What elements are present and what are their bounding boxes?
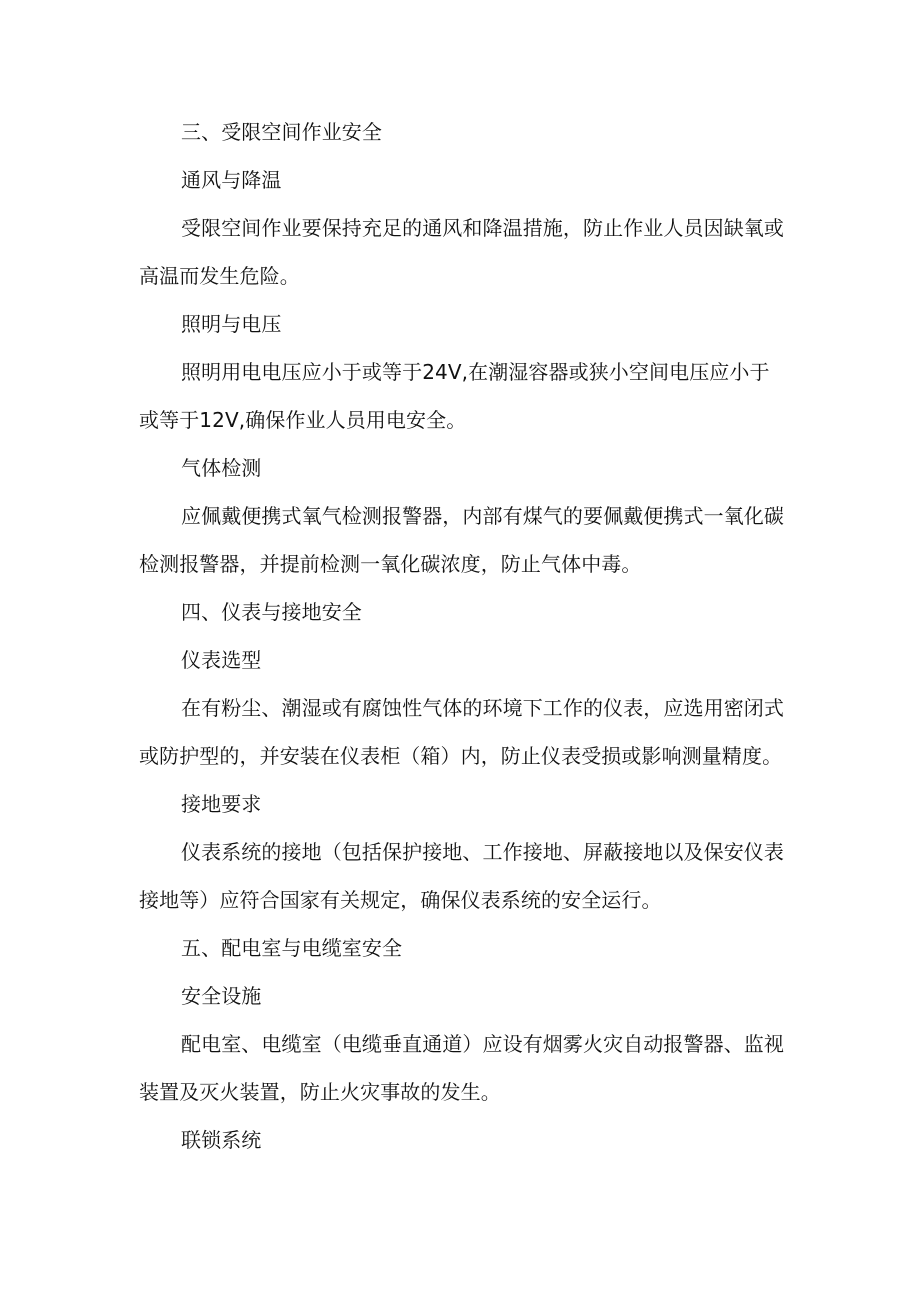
subsection-heading bbox=[139, 636, 819, 684]
text-line: 高温而发生危险。 bbox=[139, 264, 300, 288]
text-line: 五、配电室与电缆室安全 bbox=[181, 936, 403, 960]
paragraph bbox=[139, 204, 819, 300]
text-line: 照明与电压 bbox=[181, 312, 282, 336]
subsection-heading bbox=[139, 972, 819, 1020]
subsection-heading bbox=[139, 444, 819, 492]
subsection-heading bbox=[139, 300, 819, 348]
document-body bbox=[139, 108, 819, 1164]
paragraph bbox=[139, 492, 819, 588]
text-line: 或防护型的，并安装在仪表柜（箱）内，防止仪表受损或影响测量精度。 bbox=[139, 744, 783, 768]
text-line: 或等于12V,确保作业人员用电安全。 bbox=[139, 408, 467, 432]
text-line: 接地等）应符合国家有关规定，确保仪表系统的安全运行。 bbox=[139, 888, 662, 912]
paragraph bbox=[139, 1020, 819, 1116]
text-line: 仪表选型 bbox=[181, 648, 262, 672]
text-line: 在有粉尘、潮湿或有腐蚀性气体的环境下工作的仪表，应选用密闭式 bbox=[181, 696, 784, 720]
text-line: 三、受限空间作业安全 bbox=[181, 120, 382, 144]
paragraph bbox=[139, 684, 819, 780]
text-line: 受限空间作业要保持充足的通风和降温措施，防止作业人员因缺氧或 bbox=[181, 216, 784, 240]
text-line: 仪表系统的接地（包括保护接地、工作接地、屏蔽接地以及保安仪表 bbox=[181, 840, 784, 864]
text-line: 应佩戴便携式氧气检测报警器，内部有煤气的要佩戴便携式一氧化碳 bbox=[181, 504, 784, 528]
section-heading bbox=[139, 924, 819, 972]
text-line: 四、仪表与接地安全 bbox=[181, 600, 362, 624]
section-heading bbox=[139, 108, 819, 156]
text-line: 气体检测 bbox=[181, 456, 262, 480]
text-line: 照明用电电压应小于或等于24V,在潮湿容器或狭小空间电压应小于 bbox=[181, 360, 770, 384]
paragraph bbox=[139, 828, 819, 924]
text-line: 接地要求 bbox=[181, 792, 262, 816]
subsection-heading bbox=[139, 156, 819, 204]
subsection-heading bbox=[139, 780, 819, 828]
subsection-heading bbox=[139, 1116, 819, 1164]
text-line: 安全设施 bbox=[181, 984, 262, 1008]
paragraph bbox=[139, 348, 819, 444]
text-line: 通风与降温 bbox=[181, 168, 282, 192]
text-line: 配电室、电缆室（电缆垂直通道）应设有烟雾火灾自动报警器、监视 bbox=[181, 1032, 784, 1056]
section-heading bbox=[139, 588, 819, 636]
text-line: 装置及灭火装置，防止火灾事故的发生。 bbox=[139, 1080, 501, 1104]
text-line: 联锁系统 bbox=[181, 1128, 262, 1152]
text-line: 检测报警器，并提前检测一氧化碳浓度，防止气体中毒。 bbox=[139, 552, 642, 576]
